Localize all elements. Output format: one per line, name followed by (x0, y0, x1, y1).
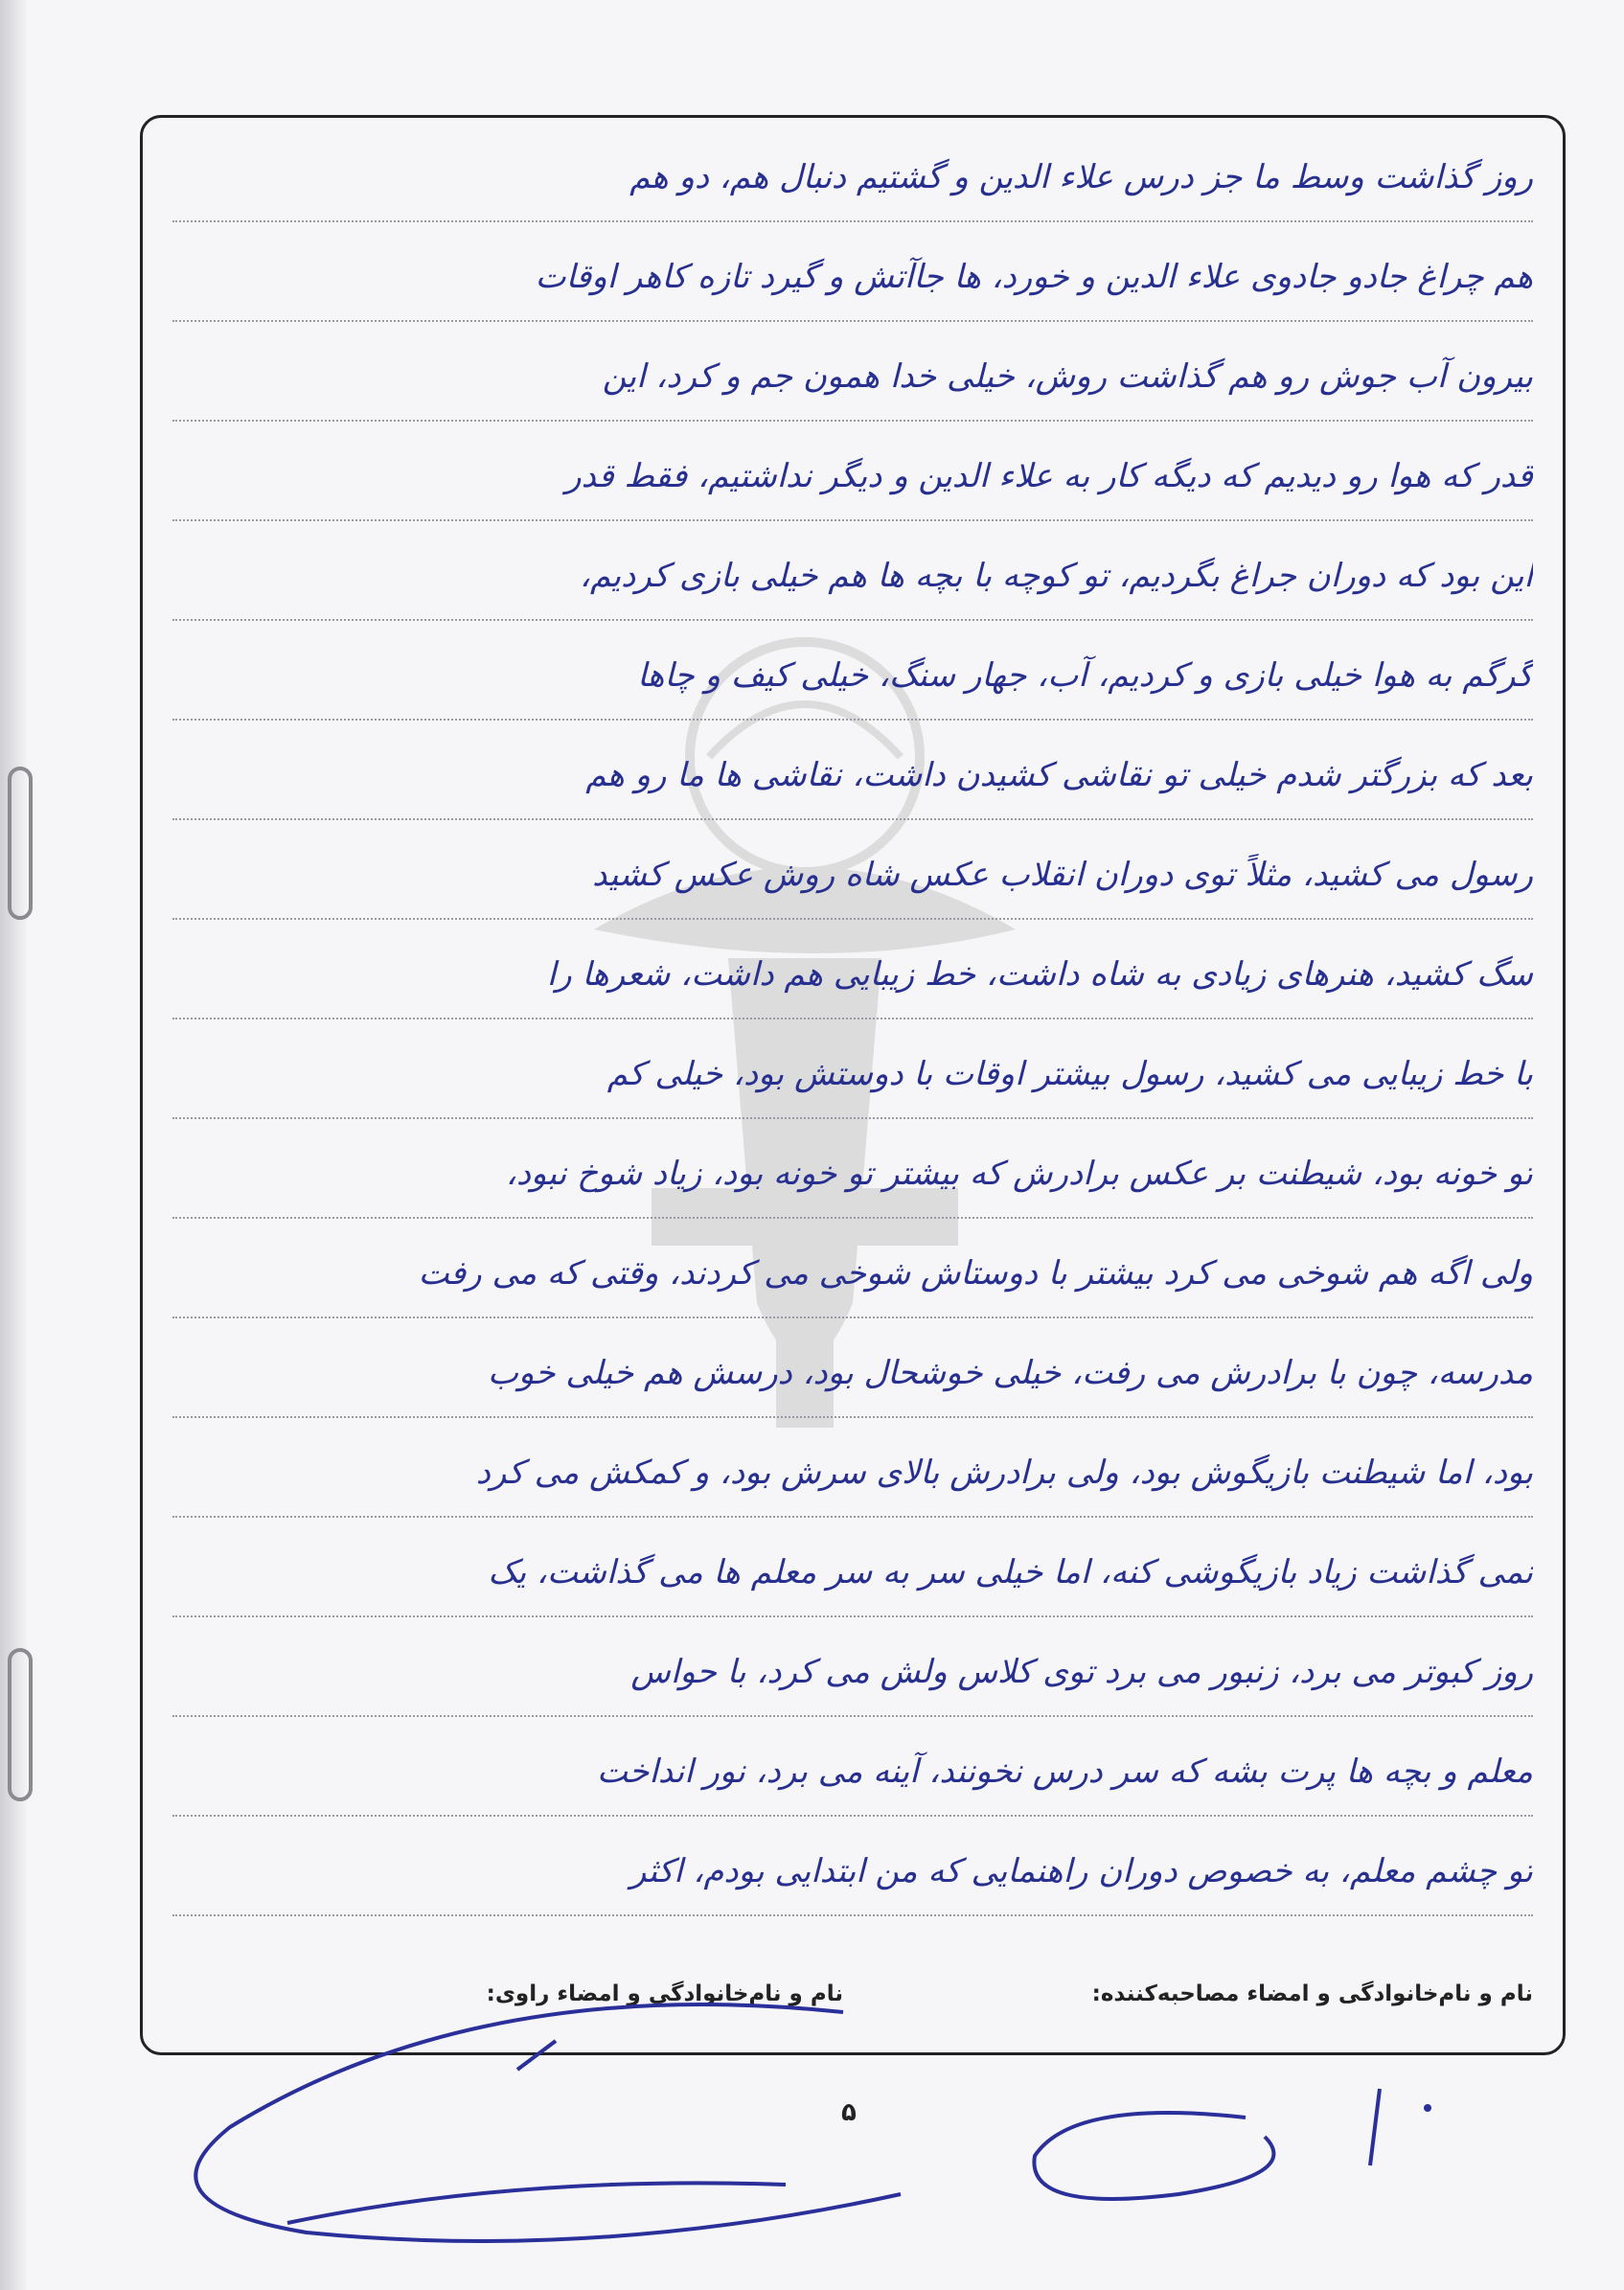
handwritten-line: تو خونه بود، شیطنت بر عکس برادرش که بیشتر تو خونه بود، زیاد شوخ نبود، (172, 1140, 1533, 1219)
staple-bottom (8, 1648, 33, 1801)
handwritten-line: روز کبوتر می برد، زنبور می برد توی کلاس ولش می کرد، با حواس (172, 1638, 1533, 1717)
page-number: ۵ (841, 2098, 857, 2127)
binding-edge (0, 0, 29, 2290)
handwritten-line: معلم و بچه ها پرت بشه که سر درس نخونند، آینه می برد، نور انداخت (172, 1738, 1533, 1817)
handwritten-line: بیرون آب جوش رو هم گذاشت روش، خیلی خدا همون جم و کرد، این (172, 343, 1533, 422)
handwritten-line: گرگم به هوا خیلی بازی و کردیم، آب، جهار سنگ، خیلی کیف و چاها (172, 642, 1533, 721)
handwritten-line: سگ کشید، هنرهای زیادی به شاه داشت، خط زیبایی هم داشت، شعرها را (172, 941, 1533, 1019)
handwritten-line: هم چراغ جادو جادوی علاء الدین و خورد، ها جاآتش و گیرد تازه کاهر اوقات (172, 243, 1533, 322)
handwritten-line: تو چشم معلم، به خصوص دوران راهنمایی که من ابتدایی بودم، اکثر (172, 1838, 1533, 1916)
interviewer-signature (1016, 2050, 1552, 2233)
handwritten-line: روز گذاشت وسط ما جز درس علاء الدین و گشتیم دنبال هم، دو هم (172, 144, 1533, 222)
staple-top (8, 767, 33, 920)
narrator-signature-label: نام و نام‌خانوادگی و امضاء راوی: (486, 1981, 843, 2006)
handwritten-line: ولی اگه هم شوخی می کرد بیشتر با دوستاش شوخی می کردند، وقتی که می رفت (172, 1240, 1533, 1318)
handwritten-text-area (172, 144, 1533, 1964)
handwritten-line: بعد که بزرگتر شدم خیلی تو نقاشی کشیدن داشت، نقاشی ها ما رو هم (172, 742, 1533, 820)
handwritten-line: این بود که دوران جراغ بگردیم، تو کوچه با بچه ها هم خیلی بازی کردیم، (172, 542, 1533, 621)
interviewer-signature-label: نام و نام‌خانوادگی و امضاء مصاحبه‌کننده: (1091, 1981, 1533, 2006)
handwritten-line: مدرسه، چون با برادرش می رفت، خیلی خوشحال بود، درسش هم خیلی خوب (172, 1340, 1533, 1418)
handwritten-line: قدر که هوا رو دیدیم که دیگه کار به علاء الدین و دیگر نداشتیم، فقط قدر (172, 443, 1533, 521)
handwritten-line: نمی گذاشت زیاد بازیگوشی کنه، اما خیلی سر به سر معلم ها می گذاشت، یک (172, 1539, 1533, 1617)
handwritten-line: با خط زیبایی می کشید، رسول بیشتر اوقات با دوستش بود، خیلی کم (172, 1041, 1533, 1119)
handwritten-line: رسول می کشید، مثلاً توی دوران انقلاب عکس شاه روش عکس کشید (172, 841, 1533, 920)
narrator-signature (115, 1983, 958, 2271)
handwritten-line: بود، اما شیطنت بازیگوش بود، ولی برادرش بالای سرش بود، و کمکش می کرد (172, 1439, 1533, 1518)
